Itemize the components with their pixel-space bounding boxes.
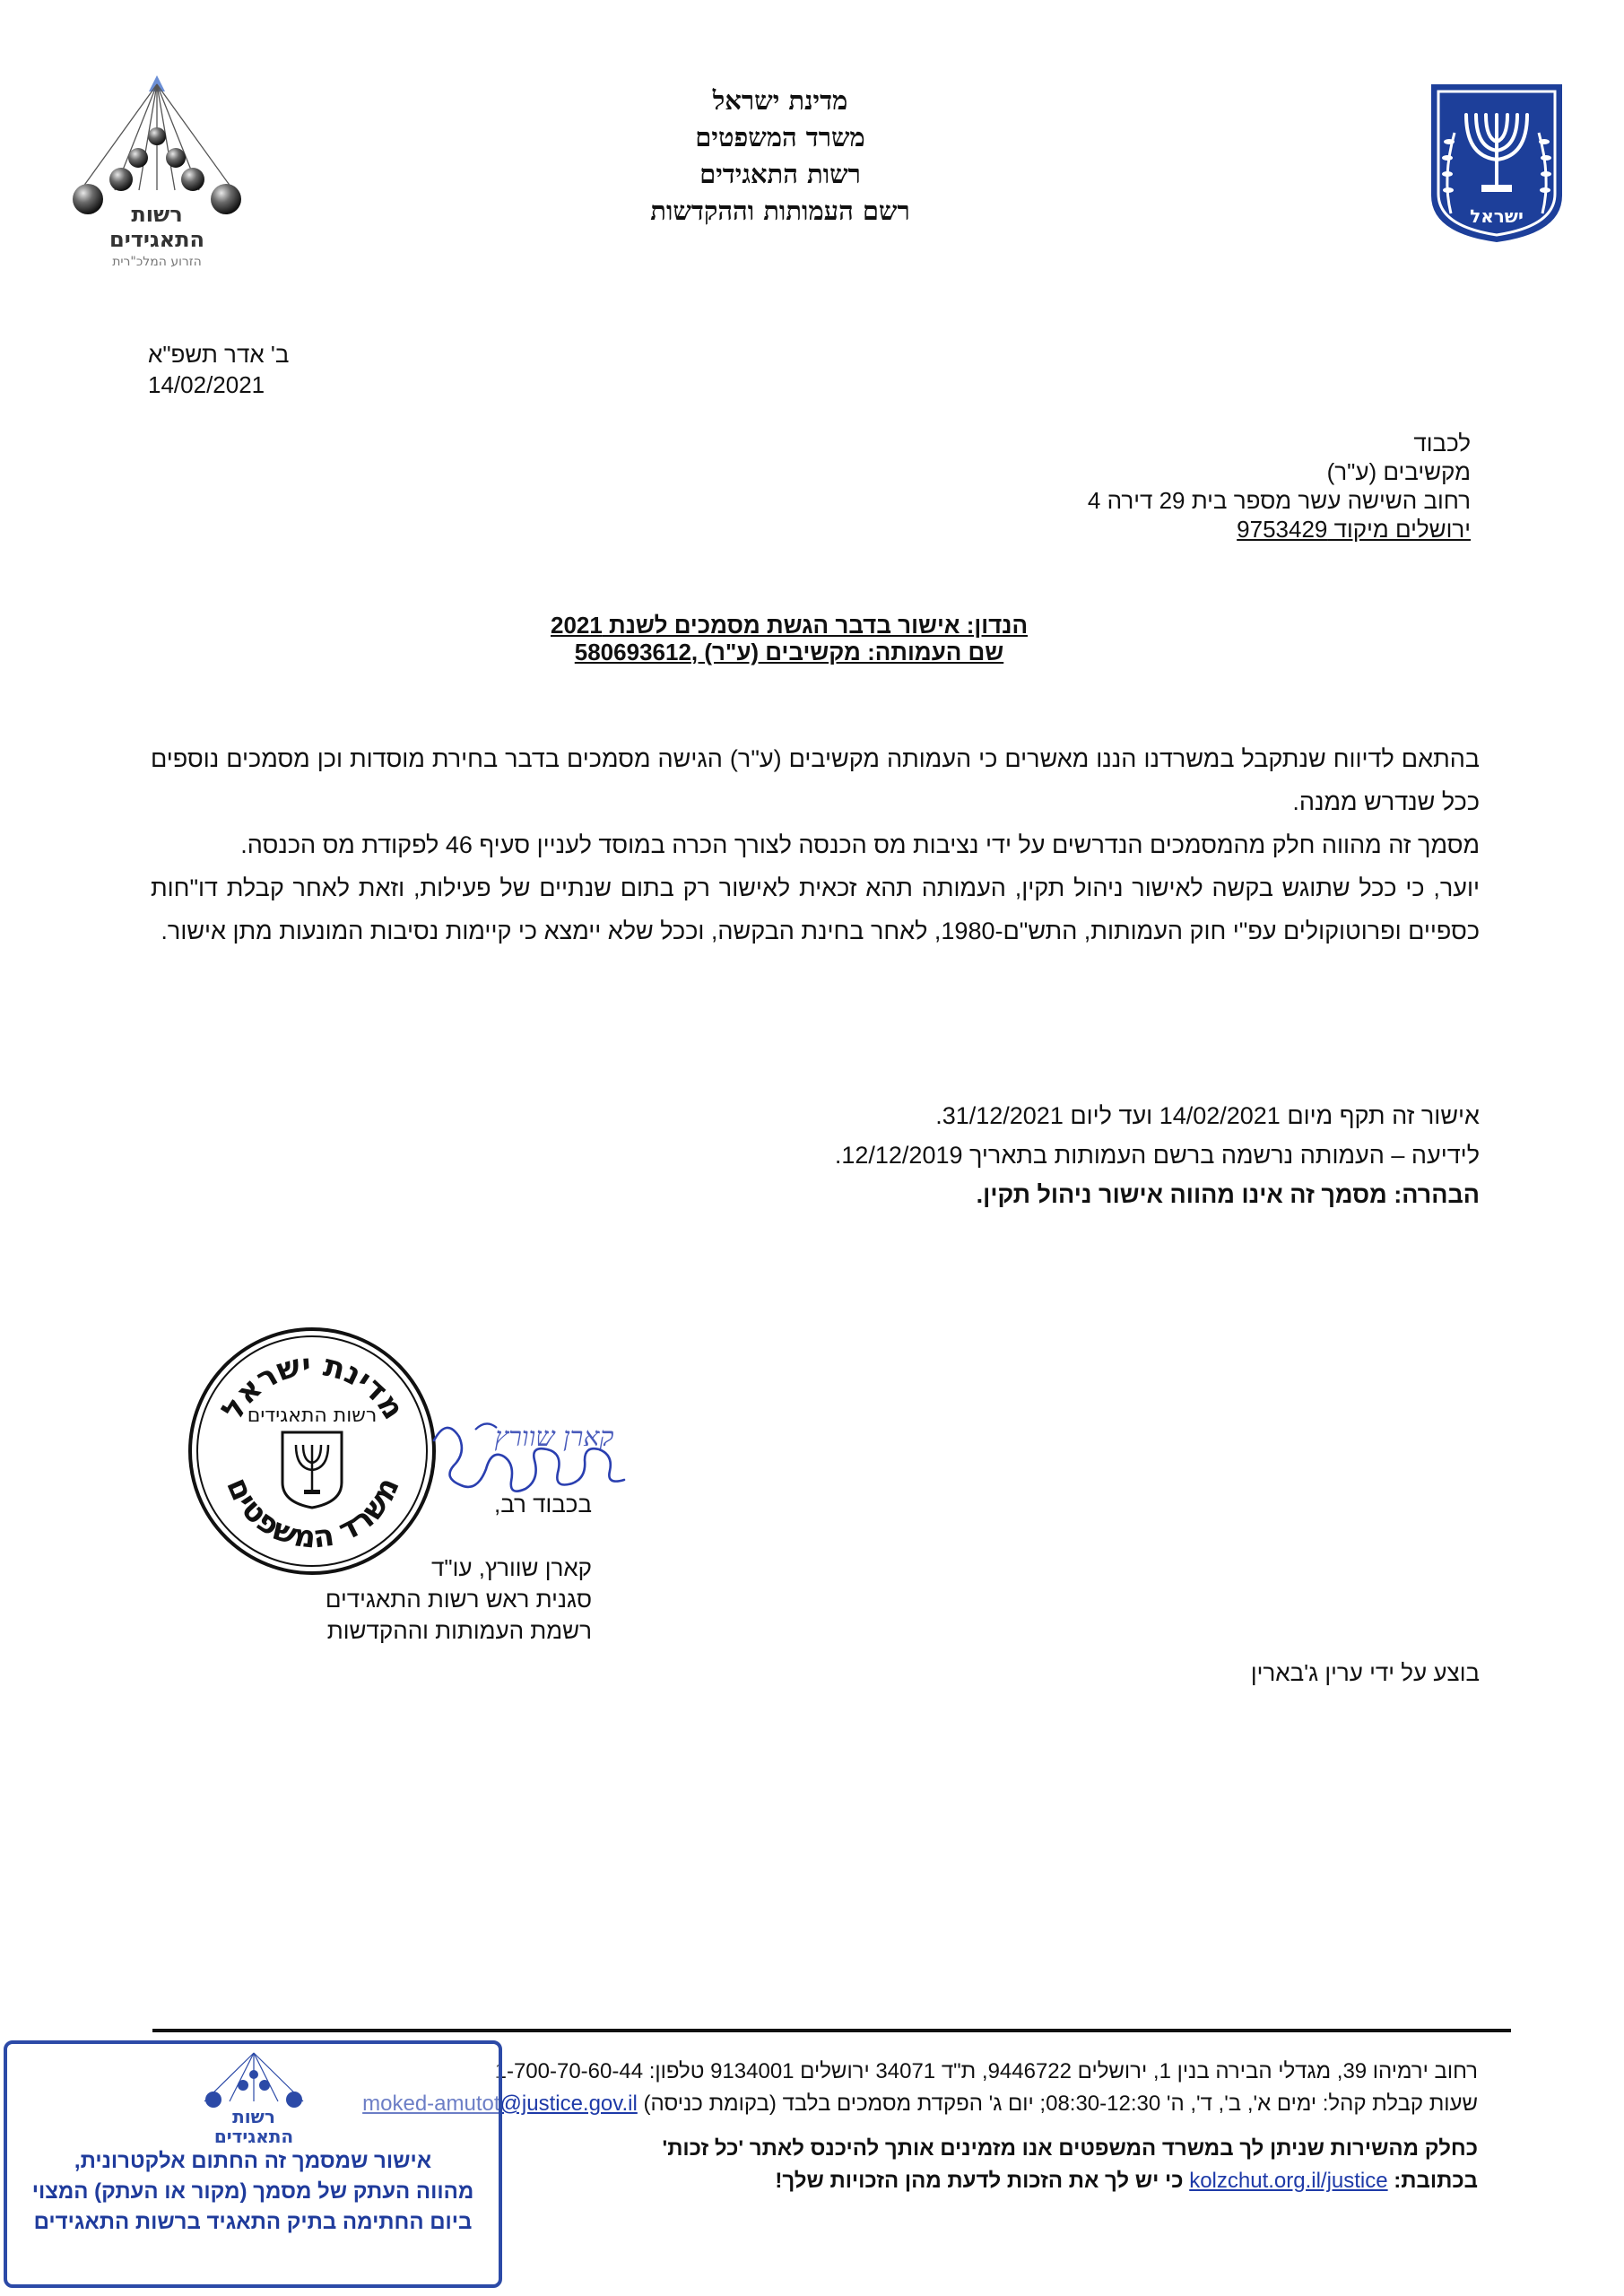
subject-block xyxy=(502,612,1076,665)
executed-by: בוצע על ידי ערין ג'בארין xyxy=(1250,1659,1480,1686)
disclaimer: הבהרה: מסמך זה אינו מהווה אישור ניהול תקין. xyxy=(976,1181,1480,1208)
pyramid-logo-icon xyxy=(54,65,260,280)
recipient-city: ירושלים מיקוד 9753429 xyxy=(1237,516,1471,543)
kolzchut-link[interactable]: kolzchut.org.il/justice xyxy=(1189,2169,1388,2193)
body-paragraph-2: מסמך זה מהווה חלק מהמסמכים הנדרשים על ידי נציבות מס הכנסה לצורך הכרה במוסד לעניין סעיף 46 לפקודת מס הכנסה. xyxy=(240,831,1480,858)
footer-hours: שעות קבלת קהל: ימים א', ב', ד', ה' 08:30-12:30; יום ג' הפקדת מסמכים בלבד (בקומת כניסה) xyxy=(643,2092,1478,2116)
validity-block xyxy=(628,1096,1480,1214)
logo-text-line2: התאגידים xyxy=(109,227,205,252)
body-paragraph-3: יוער, כי ככל שתוגש בקשה לאישור ניהול תקין, העמותה תהא זכאית לאישור רק בתום שנתיים של פעילות, וזאת לאחר קבלת דו"חות כספיים ופרוטוקולים עפ"י חוק העמותות, התש"ם-1980, לאחר בחינת הבקשה, וככל שלא יימצא כי קיימות נסיבות המונעות מתן אישור. xyxy=(151,874,1480,944)
stamp-middle-text: רשות התאגידים xyxy=(247,1405,378,1427)
pyramid-logo-icon xyxy=(187,2048,321,2146)
header-line-authority: רשות התאגידים xyxy=(699,159,861,189)
registration-date: לידיעה – העמותה נרשמה ברשם העמותות בתאריך 12/12/2019. xyxy=(834,1142,1480,1169)
header-line-registrar: רשם העמותות וההקדשות xyxy=(650,196,910,226)
signature-handwriting: קארן שוורץ xyxy=(494,1422,614,1453)
e-sign-message xyxy=(13,2146,493,2238)
registrar-logo xyxy=(54,65,260,280)
association-name-line: שם העמותה: מקשיבים (ע"ר) ,580693612 xyxy=(574,639,1004,665)
footer-kolzchut: כחלק מהשירות שניתן לך במשרד המשפטים אנו מזמינים אותך להיכנס לאתר 'כל זכות' xyxy=(662,2136,1478,2161)
hebrew-date: ב' אדר תשפ"א xyxy=(148,341,290,368)
e-sign-line2: מהווה העתק של מסמך (מקור או העתק) המצוי xyxy=(31,2179,474,2204)
footer-rights-suffix: כי יש לך את הזכות לדעת מהן הזכויות שלך! xyxy=(775,2169,1184,2193)
e-sign-logo-line2: התאגידים xyxy=(213,2126,294,2146)
signatory-title: סגנית ראש רשות התאגידים xyxy=(325,1586,592,1613)
signature-closing: בכבוד רב, xyxy=(493,1491,592,1518)
recipient-name: מקשיבים (ע"ר) xyxy=(1326,458,1471,485)
emblem-label: ישראל xyxy=(1470,205,1524,227)
logo-text-line1: רשות xyxy=(131,202,183,227)
e-sign-line3: ביום החתימה בתיק התאגיד ברשות התאגידים xyxy=(33,2210,473,2234)
validity-period: אישור זה תקף מיום 14/02/2021 ועד ליום 31/12/2021. xyxy=(935,1102,1480,1129)
e-sign-logo xyxy=(187,2048,321,2146)
body-paragraph-1: בהתאם לדיווח שנתקבל במשרדנו הננו מאשרים כי העמותה מקשיבים (ע"ר) הגישה מסמכים בדבר בחירת מוסדות וכן מסמכים נוספים ככל שנדרש ממנה. xyxy=(151,745,1480,815)
electronic-signature-box xyxy=(4,2040,502,2288)
header-line-state: מדינת ישראל xyxy=(712,85,848,116)
e-sign-line1: אישור שמסמך זה החתום אלקטרונית, xyxy=(74,2149,432,2173)
footer-rights-prefix: בכתובת: xyxy=(1394,2169,1478,2193)
stamp-bottom-text: משרד המשפטים xyxy=(219,1472,407,1556)
stamp-top-text: מדינת ישראל xyxy=(214,1346,412,1426)
recipient-salutation: לכבוד xyxy=(1413,430,1471,457)
recipient-address: רחוב השישה עשר מספר בית 29 דירה 4 xyxy=(1087,487,1471,514)
recipient-block xyxy=(951,429,1471,544)
signature-block xyxy=(233,1489,592,1647)
header-line-ministry: משרד המשפטים xyxy=(695,122,865,152)
subject-line: הנדון: אישור בדבר הגשת מסמכים לשנת 2021 xyxy=(550,612,1029,639)
footer-email-link[interactable]: moked-amutot@justice.gov.il xyxy=(362,2092,638,2116)
signatory-name: קארן שוורץ, עו"ד xyxy=(431,1554,592,1581)
ministry-header xyxy=(556,83,1004,230)
date-block xyxy=(148,339,507,400)
gregorian-date: 14/02/2021 xyxy=(148,371,265,398)
footer-address: רחוב ירמיהו 39, מגדלי הבירה בנין 1, ירושלים 9446722, ת"ד 34071 ירושלים 9134001 טלפון: 1-700-70-60-44 xyxy=(494,2059,1478,2083)
state-emblem xyxy=(1426,79,1568,246)
menorah-emblem-icon xyxy=(1426,79,1568,246)
footer-divider xyxy=(152,2029,1511,2032)
e-sign-logo-line1: רשות xyxy=(232,2106,275,2127)
signatory-role: רשמת העמותות וההקדשות xyxy=(326,1617,592,1644)
letter-body xyxy=(151,737,1480,952)
logo-text-line3: הזרוע המלכ"רית xyxy=(112,255,202,269)
